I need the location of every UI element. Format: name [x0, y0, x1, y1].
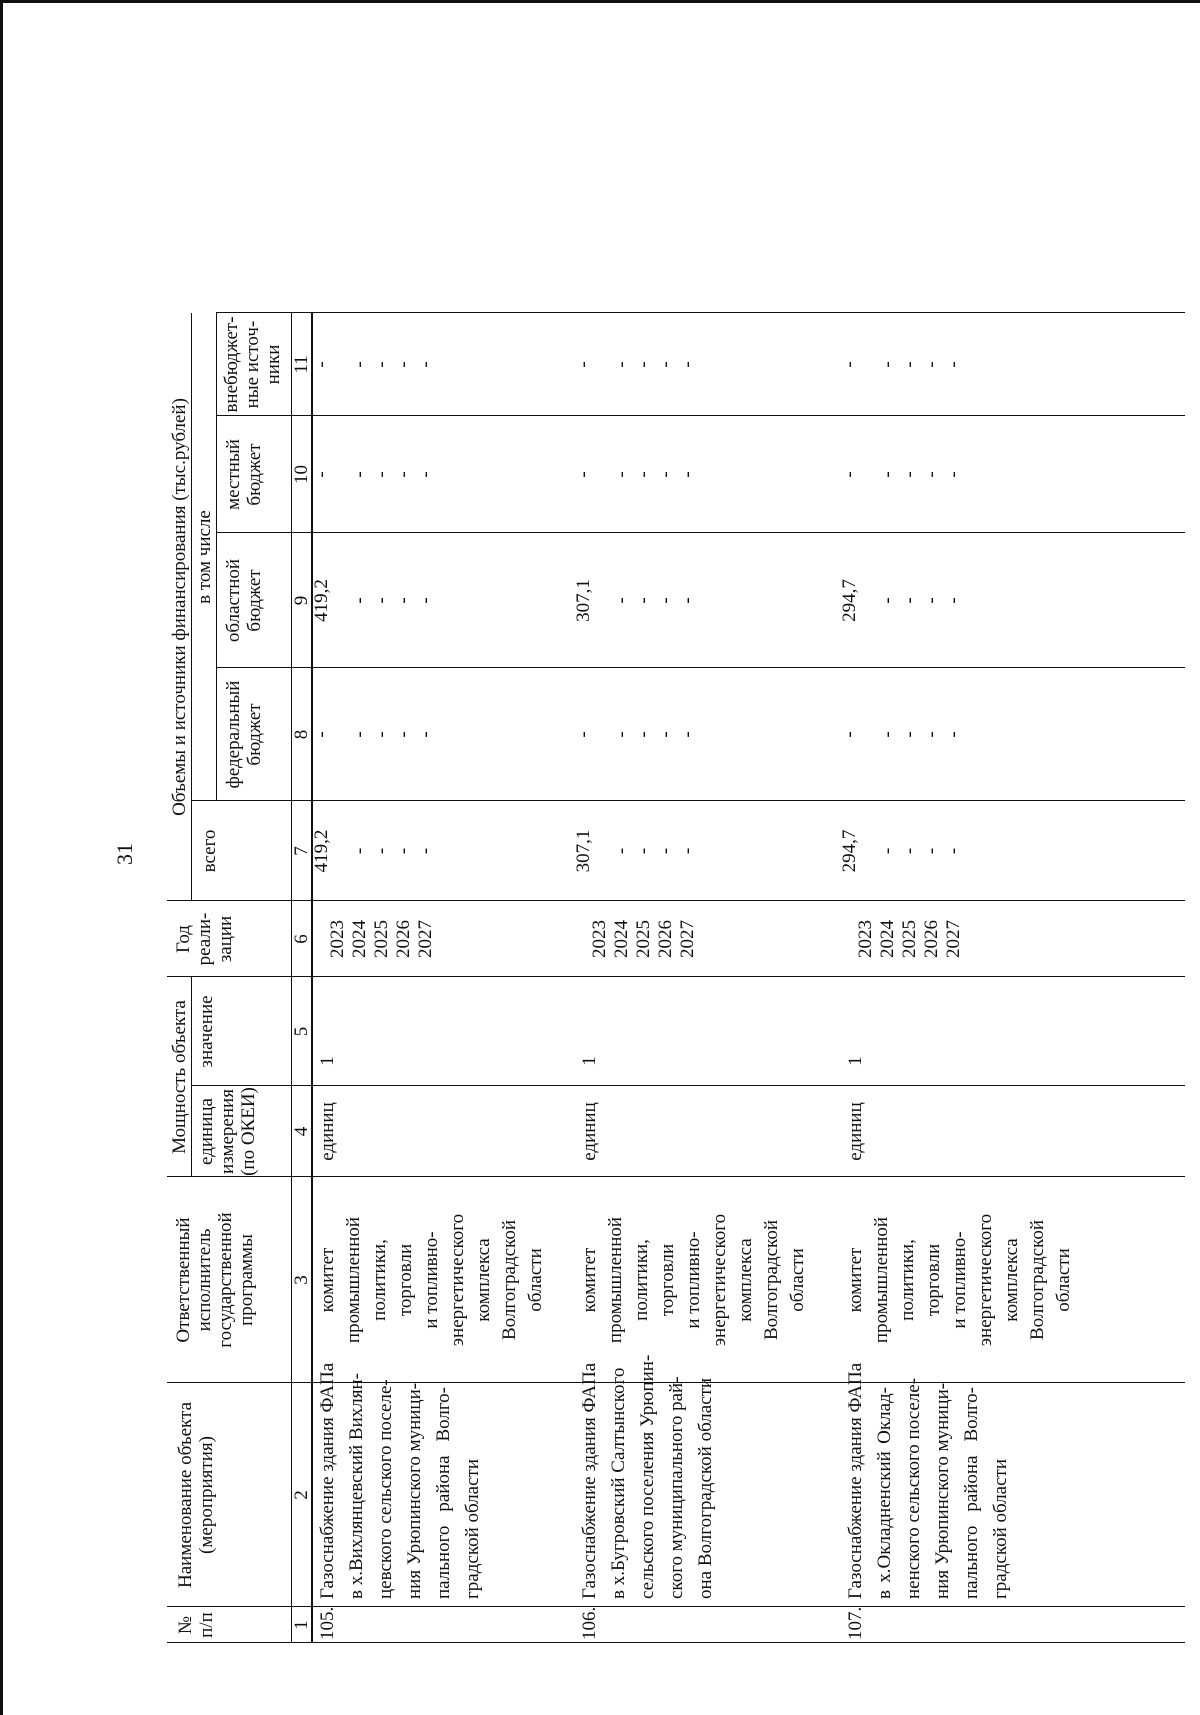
- regional-cell: -: [921, 597, 942, 604]
- regional-cell: -: [349, 597, 370, 604]
- executor-line: и топливно-: [421, 1231, 442, 1329]
- executor-line: комитет: [579, 1247, 600, 1313]
- object-name-line: пального района Волго-: [961, 1387, 982, 1599]
- regional-cell: -: [633, 597, 654, 604]
- federal-cell: -: [393, 731, 414, 738]
- regional-cell: 307,1: [573, 579, 594, 622]
- executor-line: и топливно-: [949, 1231, 970, 1329]
- header-offbudget-line: внебюджет-: [221, 316, 242, 413]
- executor-line: политики,: [897, 1239, 918, 1321]
- executor-line: комитет: [317, 1247, 338, 1313]
- year-cell: 2025: [899, 920, 920, 958]
- regional-cell: -: [677, 597, 698, 604]
- header-executor-line: исполнитель: [194, 1228, 215, 1332]
- federal-cell: -: [677, 731, 698, 738]
- executor-line: промышленной: [605, 1216, 626, 1344]
- offbudget-cell: -: [415, 361, 436, 368]
- local-cell: -: [677, 471, 698, 478]
- local-cell: -: [655, 471, 676, 478]
- header-unit-line: (по ОКЕИ): [238, 1087, 259, 1176]
- object-name-line: она Волгоградской области: [695, 1377, 716, 1599]
- executor-line: политики,: [631, 1239, 652, 1321]
- executor-line: комплекса: [735, 1238, 756, 1322]
- federal-cell: -: [899, 731, 920, 738]
- column-number: 6: [291, 934, 312, 944]
- offbudget-cell: -: [311, 361, 332, 368]
- header-total-line: всего: [199, 829, 220, 873]
- executor-line: Волгоградской: [499, 1220, 520, 1340]
- total-cell: -: [655, 847, 676, 855]
- object-name-line: в х.Окладненский Оклад-: [874, 1387, 895, 1599]
- row-number: 106.: [579, 1606, 600, 1640]
- header-unit-line: единица: [196, 1098, 217, 1165]
- header-funding-line: Объемы и источники финансирования (тыс.рублей): [169, 398, 190, 816]
- total-cell: -: [393, 847, 414, 855]
- local-cell: -: [311, 471, 332, 478]
- column-number: 1: [291, 1620, 312, 1630]
- federal-cell: -: [311, 731, 332, 738]
- unit-cell: единиц: [845, 1102, 866, 1161]
- federal-cell: -: [573, 731, 594, 738]
- offbudget-cell: -: [877, 361, 898, 368]
- year-cell: 2025: [371, 920, 392, 958]
- header-regional-line: бюджет: [244, 569, 265, 632]
- executor-line: Волгоградской: [1027, 1220, 1048, 1340]
- offbudget-cell: -: [943, 361, 964, 368]
- local-cell: -: [415, 471, 436, 478]
- local-cell: -: [633, 471, 654, 478]
- column-number: 9: [291, 595, 312, 606]
- page-number: 31: [112, 843, 137, 865]
- unit-cell: единиц: [579, 1102, 600, 1161]
- federal-cell: -: [415, 731, 436, 738]
- local-cell: -: [839, 471, 860, 478]
- value-cell: 1: [317, 1056, 338, 1066]
- regional-cell: -: [393, 597, 414, 604]
- federal-cell: -: [611, 731, 632, 738]
- object-name-line: Газоснабжение здания ФАПа: [845, 1362, 866, 1599]
- column-number: 4: [291, 1126, 312, 1137]
- year-cell: 2027: [943, 920, 964, 958]
- executor-line: торговли: [923, 1243, 944, 1317]
- executor-line: комплекса: [1001, 1238, 1022, 1322]
- object-name-line: Газоснабжение здания ФАПа: [579, 1362, 600, 1599]
- regional-cell: -: [611, 597, 632, 604]
- header-num-line: п/п: [196, 1612, 217, 1638]
- total-cell: -: [921, 847, 942, 855]
- header-offbudget-line: ники: [263, 344, 284, 385]
- executor-line: промышленной: [871, 1216, 892, 1344]
- federal-cell: -: [349, 731, 370, 738]
- year-cell: 2026: [921, 920, 942, 958]
- local-cell: -: [349, 471, 370, 478]
- header-federal-line: бюджет: [244, 703, 265, 766]
- header-regional-line: областной: [223, 558, 244, 643]
- rotated-table-viewport: [167, 78, 1185, 1643]
- scan-edge-left: [0, 0, 3, 1715]
- offbudget-cell: -: [677, 361, 698, 368]
- executor-line: и топливно-: [683, 1231, 704, 1329]
- row-number: 105.: [317, 1606, 338, 1640]
- executor-line: Волгоградской: [761, 1220, 782, 1340]
- total-cell: 419,2: [311, 829, 332, 873]
- offbudget-cell: -: [899, 361, 920, 368]
- offbudget-cell: -: [839, 361, 860, 368]
- column-number: 11: [291, 355, 312, 374]
- executor-line: промышленной: [343, 1216, 364, 1344]
- header-executor-line: Ответственный: [173, 1217, 194, 1343]
- regional-cell: -: [415, 597, 436, 604]
- regional-cell: 294,7: [839, 579, 860, 622]
- year-cell: 2027: [677, 920, 698, 958]
- year-cell: 2026: [655, 920, 676, 958]
- offbudget-cell: -: [921, 361, 942, 368]
- header-local-line: местный: [223, 439, 244, 510]
- executor-line: комитет: [845, 1247, 866, 1313]
- total-cell: -: [899, 847, 920, 855]
- total-cell: -: [677, 847, 698, 855]
- executor-line: торговли: [657, 1243, 678, 1317]
- value-cell: 1: [845, 1056, 866, 1066]
- federal-cell: -: [633, 731, 654, 738]
- column-number: 10: [291, 465, 312, 484]
- header-local-line: бюджет: [244, 443, 265, 506]
- header-year-line: реали-: [194, 912, 215, 966]
- total-cell: -: [415, 847, 436, 855]
- offbudget-cell: -: [633, 361, 654, 368]
- scan-edge-top: [0, 0, 1200, 3]
- offbudget-cell: -: [655, 361, 676, 368]
- federal-cell: -: [839, 731, 860, 738]
- year-cell: 2023: [327, 920, 348, 958]
- financing-table: [167, 78, 1185, 1643]
- federal-cell: -: [655, 731, 676, 738]
- header-year-line: Год: [173, 925, 194, 953]
- total-cell: 307,1: [573, 829, 594, 873]
- federal-cell: -: [371, 731, 392, 738]
- regional-cell: -: [655, 597, 676, 604]
- header-year-line: зации: [215, 915, 236, 963]
- header-capacity-line: Мощность объекта: [169, 1000, 190, 1154]
- offbudget-cell: -: [573, 361, 594, 368]
- year-cell: 2023: [589, 920, 610, 958]
- federal-cell: -: [943, 731, 964, 738]
- object-name-line: градской области: [990, 1458, 1011, 1599]
- local-cell: -: [393, 471, 414, 478]
- regional-cell: -: [877, 597, 898, 604]
- header-including-line: в том числе: [194, 510, 215, 604]
- row-number: 107.: [845, 1606, 866, 1640]
- executor-line: комплекса: [473, 1238, 494, 1322]
- federal-cell: -: [877, 731, 898, 738]
- header-offbudget-line: ные источ-: [242, 320, 263, 409]
- local-cell: -: [899, 471, 920, 478]
- column-number: 3: [291, 1275, 312, 1285]
- header-federal-line: федеральный: [223, 680, 244, 789]
- object-name-line: ского муниципального рай-: [666, 1376, 687, 1599]
- column-number: 7: [291, 846, 312, 856]
- federal-cell: -: [921, 731, 942, 738]
- local-cell: -: [921, 471, 942, 478]
- offbudget-cell: -: [371, 361, 392, 368]
- local-cell: -: [877, 471, 898, 478]
- local-cell: -: [611, 471, 632, 478]
- object-name-line: в х.Вихлянцевский Вихлян-: [346, 1373, 367, 1599]
- object-name-line: пального района Волго-: [433, 1387, 454, 1599]
- total-cell: -: [611, 847, 632, 855]
- local-cell: -: [943, 471, 964, 478]
- executor-line: политики,: [369, 1239, 390, 1321]
- offbudget-cell: -: [611, 361, 632, 368]
- header-name-line: Наименование объекта: [175, 1401, 196, 1589]
- executor-line: энергетического: [975, 1213, 996, 1347]
- header-executor-line: программы: [236, 1234, 257, 1326]
- regional-cell: -: [371, 597, 392, 604]
- column-number: 8: [291, 729, 312, 740]
- object-name-line: цевского сельского поселе-: [375, 1379, 396, 1599]
- header-executor-line: государственной: [215, 1212, 236, 1348]
- value-cell: 1: [579, 1056, 600, 1066]
- year-cell: 2026: [393, 920, 414, 958]
- executor-line: торговли: [395, 1243, 416, 1317]
- local-cell: -: [573, 471, 594, 478]
- total-cell: -: [943, 847, 964, 855]
- column-number: 5: [291, 1026, 312, 1037]
- regional-cell: -: [899, 597, 920, 604]
- object-name-line: ния Урюпинского муници-: [932, 1382, 953, 1599]
- executor-line: энергетического: [709, 1213, 730, 1347]
- header-value-line: значение: [196, 995, 217, 1068]
- year-cell: 2024: [877, 920, 898, 958]
- year-cell: 2027: [415, 920, 436, 958]
- object-name-line: градской области: [462, 1458, 483, 1599]
- total-cell: -: [877, 847, 898, 855]
- object-name-line: ненского сельского поселе-: [903, 1377, 924, 1599]
- unit-cell: единиц: [317, 1102, 338, 1161]
- executor-line: области: [1053, 1248, 1074, 1312]
- total-cell: -: [371, 847, 392, 855]
- object-name-line: в х.Бугровский Салтынского: [608, 1367, 629, 1599]
- header-name-line: (мероприятия): [196, 1436, 217, 1554]
- local-cell: -: [371, 471, 392, 478]
- object-name-line: Газоснабжение здания ФАПа: [317, 1362, 338, 1599]
- executor-line: области: [525, 1248, 546, 1312]
- year-cell: 2024: [611, 920, 632, 958]
- regional-cell: -: [943, 597, 964, 604]
- object-name-line: сельского поселения Урюпин-: [637, 1354, 658, 1599]
- total-cell: -: [633, 847, 654, 855]
- total-cell: 294,7: [839, 829, 860, 873]
- executor-line: области: [787, 1248, 808, 1312]
- object-name-line: ния Урюпинского муници-: [404, 1382, 425, 1599]
- year-cell: 2023: [855, 920, 876, 958]
- total-cell: -: [349, 847, 370, 855]
- column-number: 2: [291, 1490, 312, 1500]
- year-cell: 2025: [633, 920, 654, 958]
- year-cell: 2024: [349, 920, 370, 958]
- regional-cell: 419,2: [311, 579, 332, 622]
- offbudget-cell: -: [393, 361, 414, 368]
- header-unit-line: измерения: [217, 1089, 238, 1174]
- offbudget-cell: -: [349, 361, 370, 368]
- executor-line: энергетического: [447, 1213, 468, 1347]
- header-num-line: №: [175, 1615, 196, 1635]
